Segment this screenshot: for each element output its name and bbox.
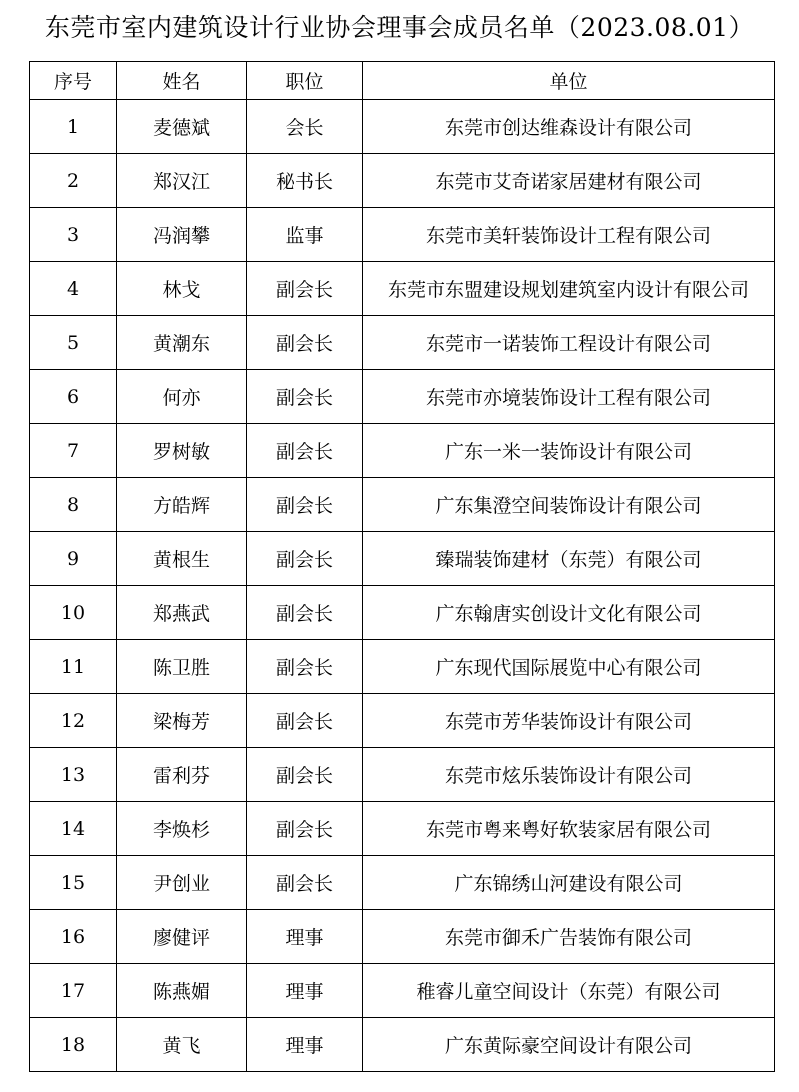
cell-no: 6 (30, 370, 117, 424)
table-row (30, 424, 775, 478)
cell-no: 16 (30, 910, 117, 964)
cell-org: 东莞市芳华装饰设计有限公司 (363, 694, 775, 748)
cell-name: 方皓辉 (117, 478, 247, 532)
cell-position: 理事 (247, 910, 363, 964)
cell-org: 广东集澄空间装饰设计有限公司 (363, 478, 775, 532)
header-position: 职位 (247, 62, 363, 100)
table-row (30, 1018, 775, 1072)
cell-name: 麦德斌 (117, 100, 247, 154)
cell-no: 8 (30, 478, 117, 532)
cell-no: 9 (30, 532, 117, 586)
cell-position: 副会长 (247, 316, 363, 370)
cell-no: 4 (30, 262, 117, 316)
cell-name: 黄根生 (117, 532, 247, 586)
table-row (30, 856, 775, 910)
cell-position: 监事 (247, 208, 363, 262)
table-row (30, 802, 775, 856)
cell-name: 廖健评 (117, 910, 247, 964)
cell-name: 尹创业 (117, 856, 247, 910)
cell-no: 5 (30, 316, 117, 370)
cell-name: 郑汉江 (117, 154, 247, 208)
cell-position: 副会长 (247, 694, 363, 748)
cell-no: 15 (30, 856, 117, 910)
cell-name: 林戈 (117, 262, 247, 316)
cell-name: 梁梅芳 (117, 694, 247, 748)
cell-position: 秘书长 (247, 154, 363, 208)
header-org: 单位 (363, 62, 775, 100)
cell-position: 副会长 (247, 262, 363, 316)
cell-no: 10 (30, 586, 117, 640)
cell-position: 副会长 (247, 478, 363, 532)
cell-position: 副会长 (247, 802, 363, 856)
table-row (30, 370, 775, 424)
cell-position: 副会长 (247, 424, 363, 478)
cell-no: 7 (30, 424, 117, 478)
cell-no: 14 (30, 802, 117, 856)
table-row (30, 964, 775, 1018)
cell-position: 副会长 (247, 748, 363, 802)
cell-no: 2 (30, 154, 117, 208)
cell-position: 副会长 (247, 532, 363, 586)
table-row (30, 262, 775, 316)
cell-position: 副会长 (247, 586, 363, 640)
cell-org: 臻瑞装饰建材（东莞）有限公司 (363, 532, 775, 586)
table-row (30, 478, 775, 532)
table-row (30, 910, 775, 964)
member-table (29, 61, 775, 1072)
table-row (30, 586, 775, 640)
header-no: 序号 (30, 62, 117, 100)
cell-position: 副会长 (247, 856, 363, 910)
cell-name: 罗树敏 (117, 424, 247, 478)
cell-org: 东莞市东盟建设规划建筑室内设计有限公司 (363, 262, 775, 316)
cell-org: 东莞市亦境装饰设计工程有限公司 (363, 370, 775, 424)
cell-name: 黄飞 (117, 1018, 247, 1072)
table-row (30, 640, 775, 694)
cell-no: 17 (30, 964, 117, 1018)
cell-position: 副会长 (247, 640, 363, 694)
cell-name: 李焕杉 (117, 802, 247, 856)
cell-org: 东莞市一诺装饰工程设计有限公司 (363, 316, 775, 370)
cell-org: 东莞市御禾广告装饰有限公司 (363, 910, 775, 964)
cell-name: 黄潮东 (117, 316, 247, 370)
cell-no: 3 (30, 208, 117, 262)
table-row (30, 748, 775, 802)
cell-org: 东莞市炫乐装饰设计有限公司 (363, 748, 775, 802)
cell-name: 冯润攀 (117, 208, 247, 262)
cell-name: 陈卫胜 (117, 640, 247, 694)
header-name: 姓名 (117, 62, 247, 100)
cell-name: 陈燕媚 (117, 964, 247, 1018)
cell-no: 11 (30, 640, 117, 694)
cell-org: 广东黄际豪空间设计有限公司 (363, 1018, 775, 1072)
cell-position: 理事 (247, 964, 363, 1018)
table-row (30, 316, 775, 370)
cell-name: 郑燕武 (117, 586, 247, 640)
cell-org: 东莞市创达维森设计有限公司 (363, 100, 775, 154)
cell-position: 理事 (247, 1018, 363, 1072)
table-body (30, 100, 775, 1072)
cell-org: 东莞市美轩装饰设计工程有限公司 (363, 208, 775, 262)
cell-name: 雷利芬 (117, 748, 247, 802)
table-row (30, 100, 775, 154)
cell-org: 稚睿儿童空间设计（东莞）有限公司 (363, 964, 775, 1018)
cell-name: 何亦 (117, 370, 247, 424)
table-row (30, 154, 775, 208)
header-row (30, 62, 775, 100)
cell-org: 东莞市艾奇诺家居建材有限公司 (363, 154, 775, 208)
table-row (30, 208, 775, 262)
cell-no: 18 (30, 1018, 117, 1072)
cell-no: 12 (30, 694, 117, 748)
cell-org: 东莞市粤来粤好软装家居有限公司 (363, 802, 775, 856)
cell-org: 广东翰唐实创设计文化有限公司 (363, 586, 775, 640)
cell-position: 副会长 (247, 370, 363, 424)
cell-position: 会长 (247, 100, 363, 154)
cell-no: 1 (30, 100, 117, 154)
cell-org: 广东现代国际展览中心有限公司 (363, 640, 775, 694)
document-title: 东莞市室内建筑设计行业协会理事会成员名单（2023.08.01） (44, 13, 755, 42)
cell-org: 广东锦绣山河建设有限公司 (363, 856, 775, 910)
cell-org: 广东一米一装饰设计有限公司 (363, 424, 775, 478)
table-row (30, 694, 775, 748)
table-row (30, 532, 775, 586)
cell-no: 13 (30, 748, 117, 802)
table-header (30, 62, 775, 100)
